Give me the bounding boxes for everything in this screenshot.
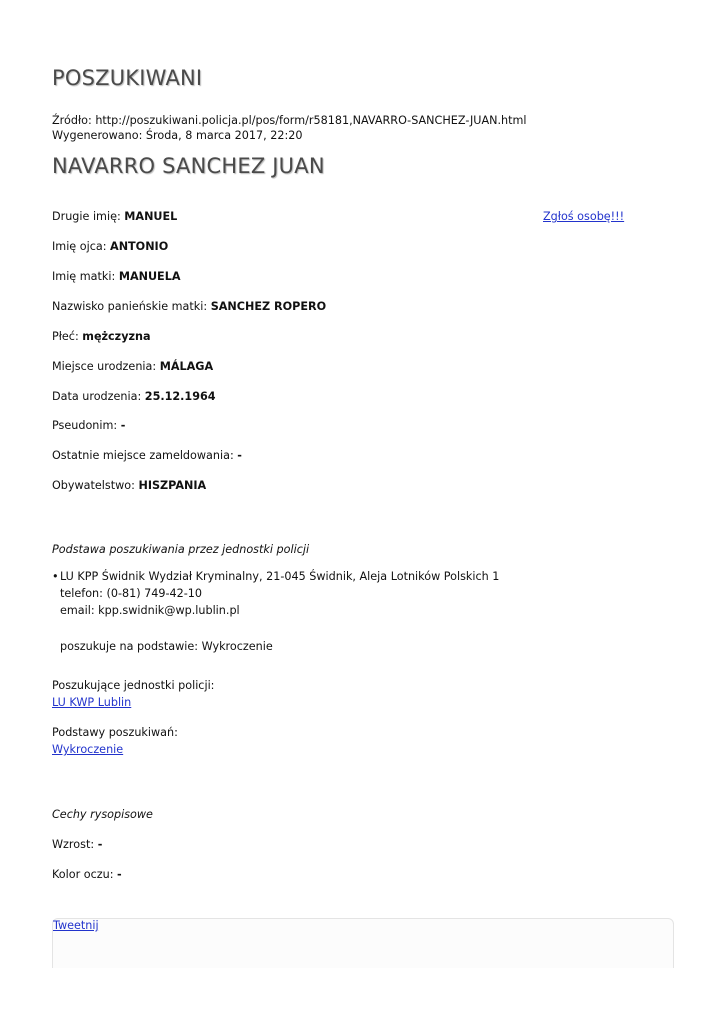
site-title: POSZUKIWANI (52, 66, 203, 90)
field-label: Obywatelstwo: (52, 479, 139, 492)
field-label: Drugie imię: (52, 210, 125, 223)
field-value: - (237, 449, 242, 462)
unit-line: LU KPP Świdnik Wydział Kryminalny, 21-045 Świdnik, Aleja Lotników Polskich 1 (60, 570, 500, 583)
field-label: Pseudonim: (52, 419, 121, 432)
field-label: Ostatnie miejsce zameldowania: (52, 449, 238, 462)
field-father-name (52, 240, 168, 253)
field-mother-name (52, 270, 180, 283)
person-name: NAVARRO SANCHEZ JUAN (52, 154, 325, 178)
field-sex (52, 330, 151, 343)
field-last-residence (52, 449, 242, 462)
field-birthdate (52, 390, 216, 403)
field-value: MANUELA (118, 270, 181, 283)
field-height (52, 838, 102, 851)
field-label: Miejsce urodzenia: (52, 360, 160, 373)
basis-line: poszukuje na podstawie: Wykroczenie (60, 640, 273, 653)
field-value: - (97, 838, 103, 851)
field-value: mężczyzna (82, 330, 151, 343)
field-value: MÁLAGA (159, 360, 214, 373)
generated-line: Wygenerowano: Środa, 8 marca 2017, 22:20 (52, 129, 303, 142)
field-value: 25.12.1964 (144, 390, 216, 403)
field-label: Kolor oczu: (52, 868, 118, 881)
searching-units-label: Poszukujące jednostki policji: (52, 679, 215, 692)
field-label: Imię matki: (52, 270, 119, 283)
field-citizenship (52, 479, 206, 492)
basis-heading: Podstawa poszukiwania przez jednostki policji (52, 543, 310, 556)
email-line: email: kpp.swidnik@wp.lublin.pl (60, 604, 240, 617)
bullet-icon: • (52, 570, 59, 583)
field-label: Data urodzenia: (52, 390, 145, 403)
field-label: Imię ojca: (52, 240, 111, 253)
searching-unit-link[interactable]: LU KWP Lublin (52, 696, 132, 709)
source-line: Źródło: http://poszukiwani.policja.pl/pos/form/r58181,NAVARRO-SANCHEZ-JUAN.html (52, 114, 527, 127)
field-label: Płeć: (52, 330, 83, 343)
report-person-link[interactable]: Zgłoś osobę!!! (543, 210, 625, 223)
field-label: Wzrost: (52, 838, 98, 851)
field-value: - (120, 419, 126, 432)
search-basis-link[interactable]: Wykroczenie (52, 743, 124, 756)
field-nickname (52, 419, 125, 432)
field-value: SANCHEZ ROPERO (210, 300, 327, 313)
field-value: - (117, 868, 122, 881)
page-cutoff (0, 968, 725, 1024)
field-eye-color (52, 868, 122, 881)
search-basis-label: Podstawy poszukiwań: (52, 726, 178, 739)
description-heading: Cechy rysopisowe (52, 808, 153, 821)
field-middle-name (52, 210, 177, 223)
tweet-link[interactable]: Tweetnij (53, 919, 99, 932)
field-value: HISZPANIA (138, 479, 207, 492)
field-value: MANUEL (124, 210, 178, 223)
phone-line: telefon: (0-81) 749-42-10 (60, 587, 203, 600)
field-value: ANTONIO (110, 240, 169, 253)
field-mother-maiden-name (52, 300, 326, 313)
field-birthplace (52, 360, 213, 373)
field-label: Nazwisko panieńskie matki: (52, 300, 211, 313)
